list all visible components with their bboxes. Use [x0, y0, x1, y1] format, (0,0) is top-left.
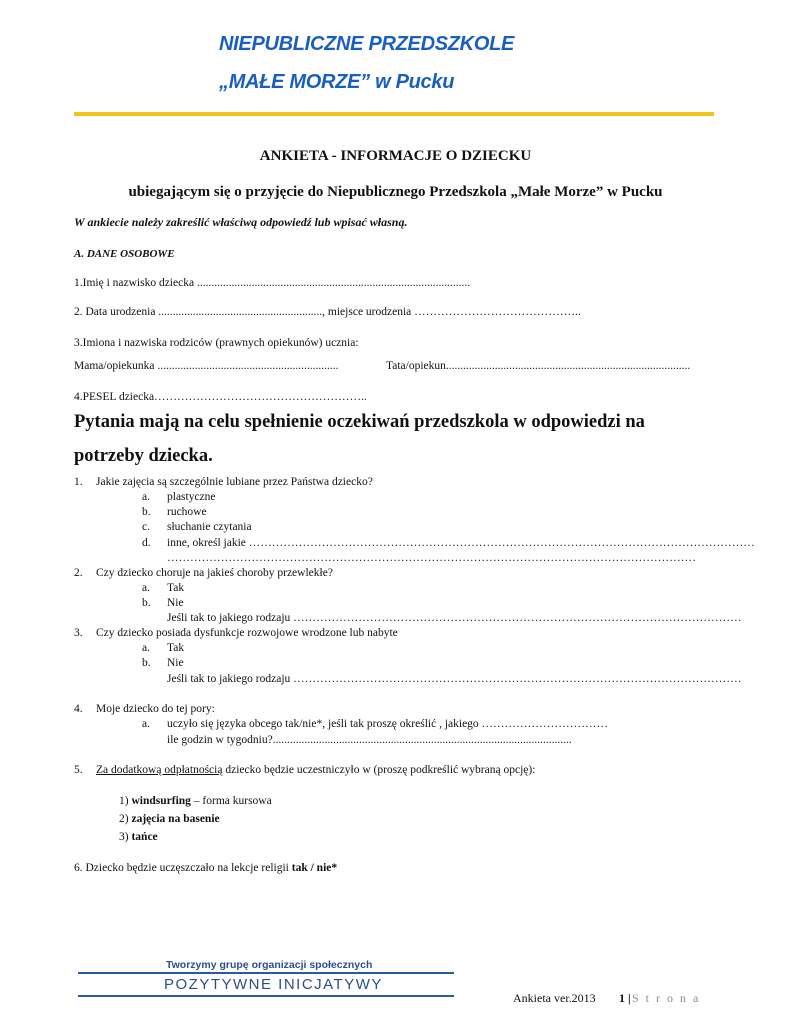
q1-option-d[interactable]: inne, określ jakie …………………………………………………………………………………………………………………… [167, 537, 755, 549]
question-5-text [96, 764, 535, 776]
org-name-line2: „MAŁE MORZE” w Pucku [219, 71, 455, 93]
q1-option-b[interactable]: ruchowe [167, 506, 207, 518]
field-child-name[interactable]: 1.Imię i nazwisko dziecka ............................................................................................... [74, 277, 471, 289]
q5-underlined-phrase: Za dodatkową odpłatnością [96, 764, 223, 776]
question-3-text: Czy dziecko posiada dysfunkcje rozwojowe wrodzone lub nabyte [96, 627, 398, 639]
q2-option-letter: b. [142, 597, 151, 609]
footer-page-number: 1 | [619, 991, 631, 1005]
q5-choice-dance[interactable]: 3) tańce [119, 831, 158, 843]
question-2-number: 2. [74, 567, 83, 579]
q4-hours-field[interactable]: ile godzin w tygodniu?........................................................................................................ [167, 734, 572, 746]
footer-logo-rule-bottom [78, 995, 454, 997]
q3-option-letter: a. [142, 642, 150, 654]
field-mother[interactable]: Mama/opiekunka ............................................................... [74, 360, 339, 372]
section-a-heading: A. DANE OSOBOWE [74, 248, 175, 260]
q4-option-letter: a. [142, 718, 150, 730]
question-5-number: 5. [74, 764, 83, 776]
q3-option-no[interactable]: Nie [167, 657, 184, 669]
q5-rest-text: dziecko będzie uczestniczyło w (proszę podkreślić wybraną opcję): [222, 764, 536, 776]
document-subtitle: ubiegającym się o przyjęcie do Niepublicznego Przedszkola „Małe Morze” w Pucku [128, 184, 663, 200]
question-6 [74, 862, 337, 874]
field-father[interactable]: Tata/opiekun..................................................................................... [386, 360, 691, 372]
q1-option-letter: b. [142, 506, 151, 518]
footer-logo-tagline: Tworzymy grupę organizacji społecznych [166, 959, 373, 971]
q1-option-letter: a. [142, 491, 150, 503]
q2-option-no[interactable]: Nie [167, 597, 184, 609]
q6-answer-options[interactable]: tak / nie* [291, 862, 338, 874]
q5-choice-pool[interactable]: 2) zajęcia na basenie [119, 813, 220, 825]
q3-option-yes[interactable]: Tak [167, 642, 185, 654]
q1-option-c[interactable]: słuchanie czytania [167, 521, 252, 533]
field-pesel[interactable]: 4.PESEL dziecka……………………………………………….. [74, 391, 367, 403]
q6-text: 6. Dziecko będzie uczęszczało na lekcje religii [74, 862, 292, 874]
footer-logo-rule-top [78, 972, 454, 974]
question-4-text: Moje dziecko do tej pory: [96, 703, 215, 715]
q4-option-language[interactable]: uczyło się języka obcego tak/nie*, jeśli tak proszę określić , jakiego …………………………… [167, 718, 609, 730]
footer-logo-name: POZYTYWNE INICJATYWY [164, 976, 383, 993]
header-divider [74, 112, 714, 116]
question-1-number: 1. [74, 476, 83, 488]
q3-if-yes-field[interactable]: Jeśli tak to jakiego rodzaju ……………………………………………………………………………………………………… [167, 673, 742, 685]
q1-option-a[interactable]: plastyczne [167, 491, 216, 503]
instruction-text: W ankiecie należy zakreślić właściwą odpowiedź lub wpisać własną. [74, 215, 408, 229]
q3-option-letter: b. [142, 657, 151, 669]
questions-heading-line2: potrzeby dziecka. [74, 446, 213, 466]
question-3-number: 3. [74, 627, 83, 639]
question-2-text: Czy dziecko choruje na jakieś choroby przewlekłe? [96, 567, 333, 579]
questions-heading-line1: Pytania mają na celu spełnienie oczekiwań przedszkola w odpowiedzi na [74, 412, 645, 432]
field-birth-date-place[interactable]: 2. Data urodzenia ........................................................., miejsce urodzenia …………………………………….. [74, 306, 581, 318]
question-4-number: 4. [74, 703, 83, 715]
footer-page-word: S t r o n a [632, 991, 701, 1005]
q5-choice-windsurfing[interactable]: 1) windsurfing – forma kursowa [119, 795, 272, 807]
field-parents-intro: 3.Imiona i nazwiska rodziców (prawnych opiekunów) ucznia: [74, 337, 359, 349]
org-name-line1: NIEPUBLICZNE PRZEDSZKOLE [219, 33, 515, 55]
q2-option-letter: a. [142, 582, 150, 594]
footer-version: Ankieta ver.2013 [513, 991, 596, 1005]
document-title: ANKIETA - INFORMACJE O DZIECKU [259, 148, 532, 164]
q2-option-yes[interactable]: Tak [167, 582, 185, 594]
q1-option-letter: d. [142, 537, 151, 549]
q1-continuation-line[interactable]: ………………………………………………………………………………………………………………………… [167, 552, 696, 564]
q2-if-yes-field[interactable]: Jeśli tak to jakiego rodzaju ……………………………………………………………………………………………………… [167, 612, 742, 624]
q1-option-letter: c. [142, 521, 150, 533]
question-1-text: Jakie zajęcia są szczególnie lubiane przez Państwa dziecko? [96, 476, 373, 488]
